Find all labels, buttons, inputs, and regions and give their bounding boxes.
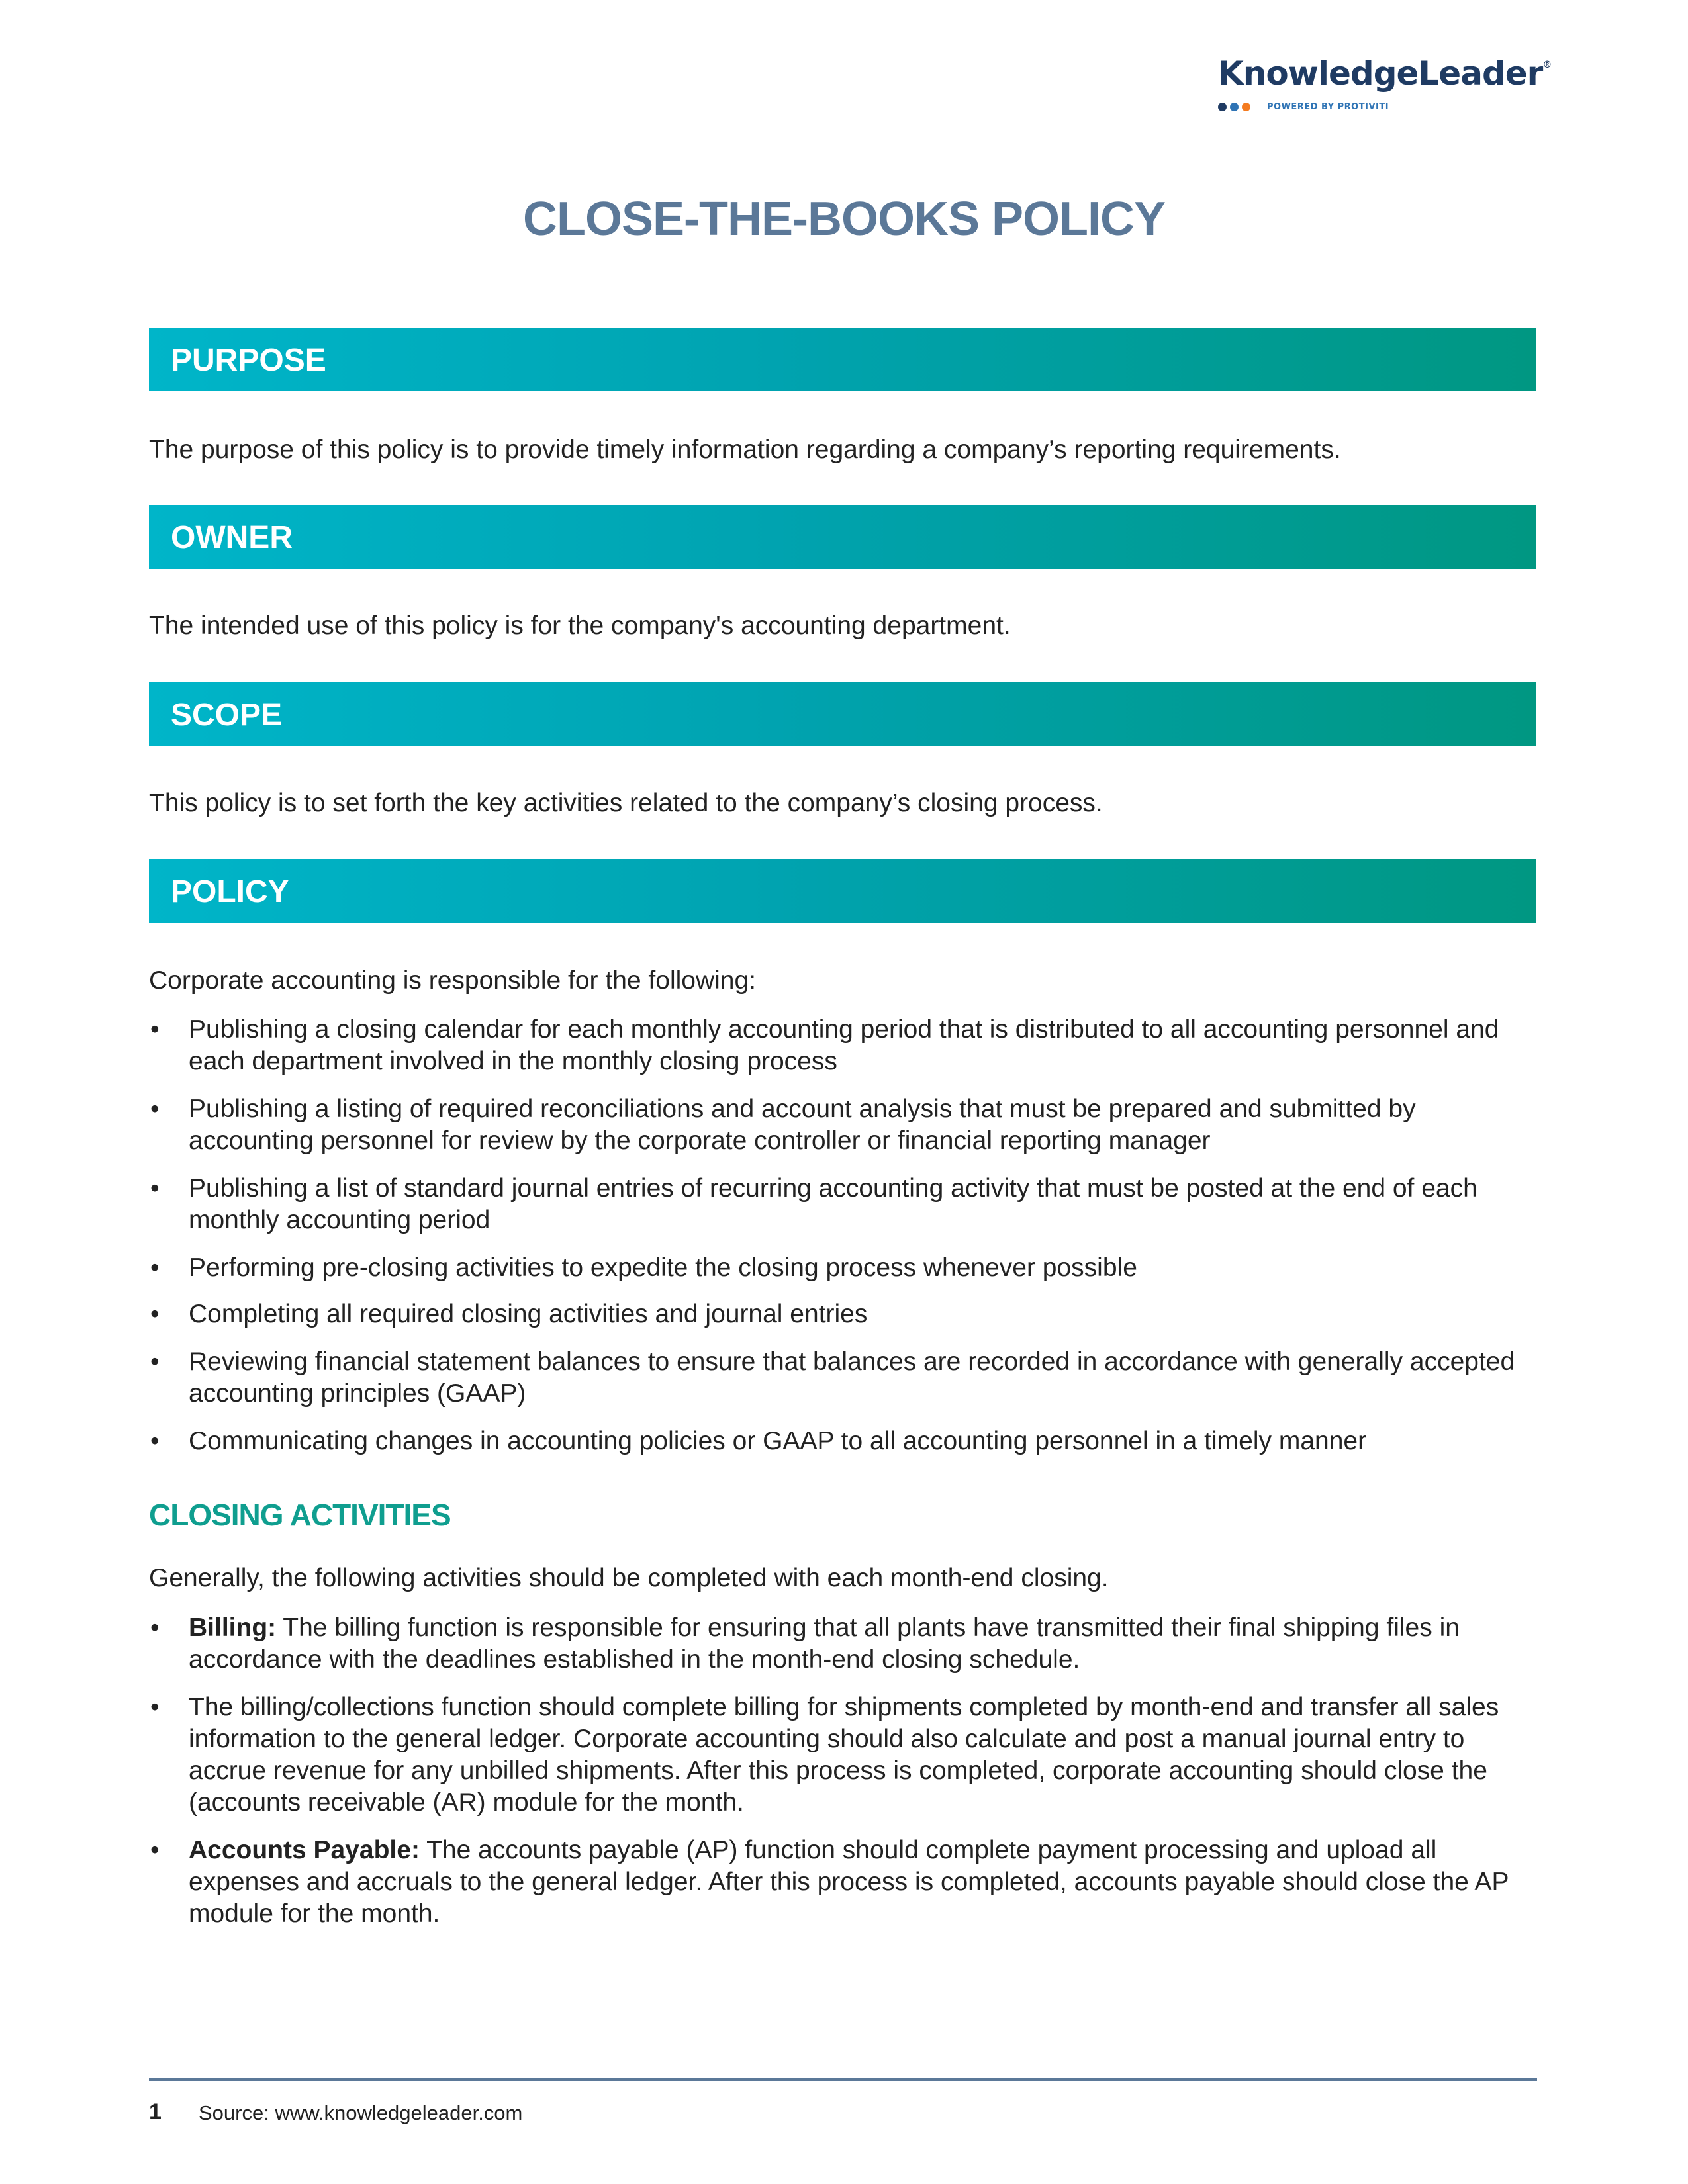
list-item-text: The billing function is responsible for ensuring that all plants have transmitted their final shipping files in accordance with the deadlines established in the month-end closing schedule. [189, 1614, 1460, 1674]
closing-activities-heading: CLOSING ACTIVITIES [149, 1498, 451, 1532]
list-item [149, 1835, 1546, 1930]
list-item-text: The accounts payable (AP) function should complete payment processing and upload all expenses and accruals to the general ledger. After this process is completed, accounts payable should close the AP module for the month. [189, 1836, 1509, 1928]
closing-list [149, 1612, 1546, 1930]
footer-divider [149, 2078, 1537, 2081]
list-item: • Publishing a list of standard journal entries of recurring accounting activity that must be posted at the end of each monthly accounting period [149, 1173, 1546, 1236]
section-bar-policy [149, 859, 1536, 923]
logo-tagline: POWERED BY PROTIVITI [1267, 102, 1389, 112]
list-item: • Publishing a closing calendar for each monthly accounting period that is distributed to all accounting personnel and each department involved in the monthly closing process [149, 1014, 1546, 1077]
owner-text: The intended use of this policy is for the company's accounting department. [149, 612, 1011, 640]
policy-list [149, 1014, 1546, 1457]
page-title: CLOSE-THE-BOOKS POLICY [522, 193, 1166, 246]
section-bar-purpose [149, 328, 1536, 391]
section-heading-policy: POLICY [171, 874, 289, 909]
section-heading-purpose: PURPOSE [171, 343, 326, 378]
list-item-label: Billing: [189, 1614, 277, 1642]
list-item [149, 1692, 1546, 1819]
scope-text: This policy is to set forth the key activities related to the company’s closing process. [149, 789, 1103, 817]
section-heading-owner: OWNER [171, 520, 293, 555]
list-item: • Performing pre-closing activities to expedite the closing process whenever possible [149, 1252, 1546, 1284]
list-item: • Reviewing financial statement balances to ensure that balances are recorded in accordance with generally accepted accounting principles (GAAP) [149, 1346, 1546, 1410]
logo-dot-orange [1242, 103, 1250, 111]
footer-source: Source: www.knowledgeleader.com [199, 2101, 523, 2124]
section-bar-owner [149, 505, 1536, 569]
list-item: • Completing all required closing activities and journal entries [149, 1298, 1546, 1330]
purpose-text: The purpose of this policy is to provide timely information regarding a company’s reporting requirements. [149, 435, 1341, 464]
logo-dot-blue [1230, 103, 1239, 111]
logo-wordmark: KnowledgeLeader [1218, 54, 1543, 93]
policy-intro: Corporate accounting is responsible for the following: [149, 966, 757, 995]
knowledgeleader-logo [1218, 54, 1552, 112]
closing-intro: Generally, the following activities should be completed with each month-end closing. [149, 1564, 1109, 1592]
section-heading-scope: SCOPE [171, 698, 283, 733]
list-item-label: Accounts Payable: [189, 1836, 420, 1864]
list-item-text: The billing/collections function should complete billing for shipments completed by month-end and transfer all sales information to the general ledger. Corporate accounting should also calculate and post a manual journal entry to accrue revenue for any unbilled shipments. After this process is completed, corporate accounting should close the (accounts receivable (AR) module for the month. [189, 1693, 1499, 1817]
section-bar-scope [149, 682, 1536, 746]
page-number: 1 [149, 2099, 162, 2124]
logo-dot-navy [1218, 103, 1227, 111]
list-item [149, 1612, 1546, 1676]
logo-registered-mark: ® [1542, 60, 1552, 70]
list-item: • Publishing a listing of required reconciliations and account analysis that must be prepared and submitted by accounting personnel for review by the corporate controller or financial reporting manager [149, 1093, 1546, 1157]
list-item: • Communicating changes in accounting policies or GAAP to all accounting personnel in a timely manner [149, 1426, 1546, 1457]
